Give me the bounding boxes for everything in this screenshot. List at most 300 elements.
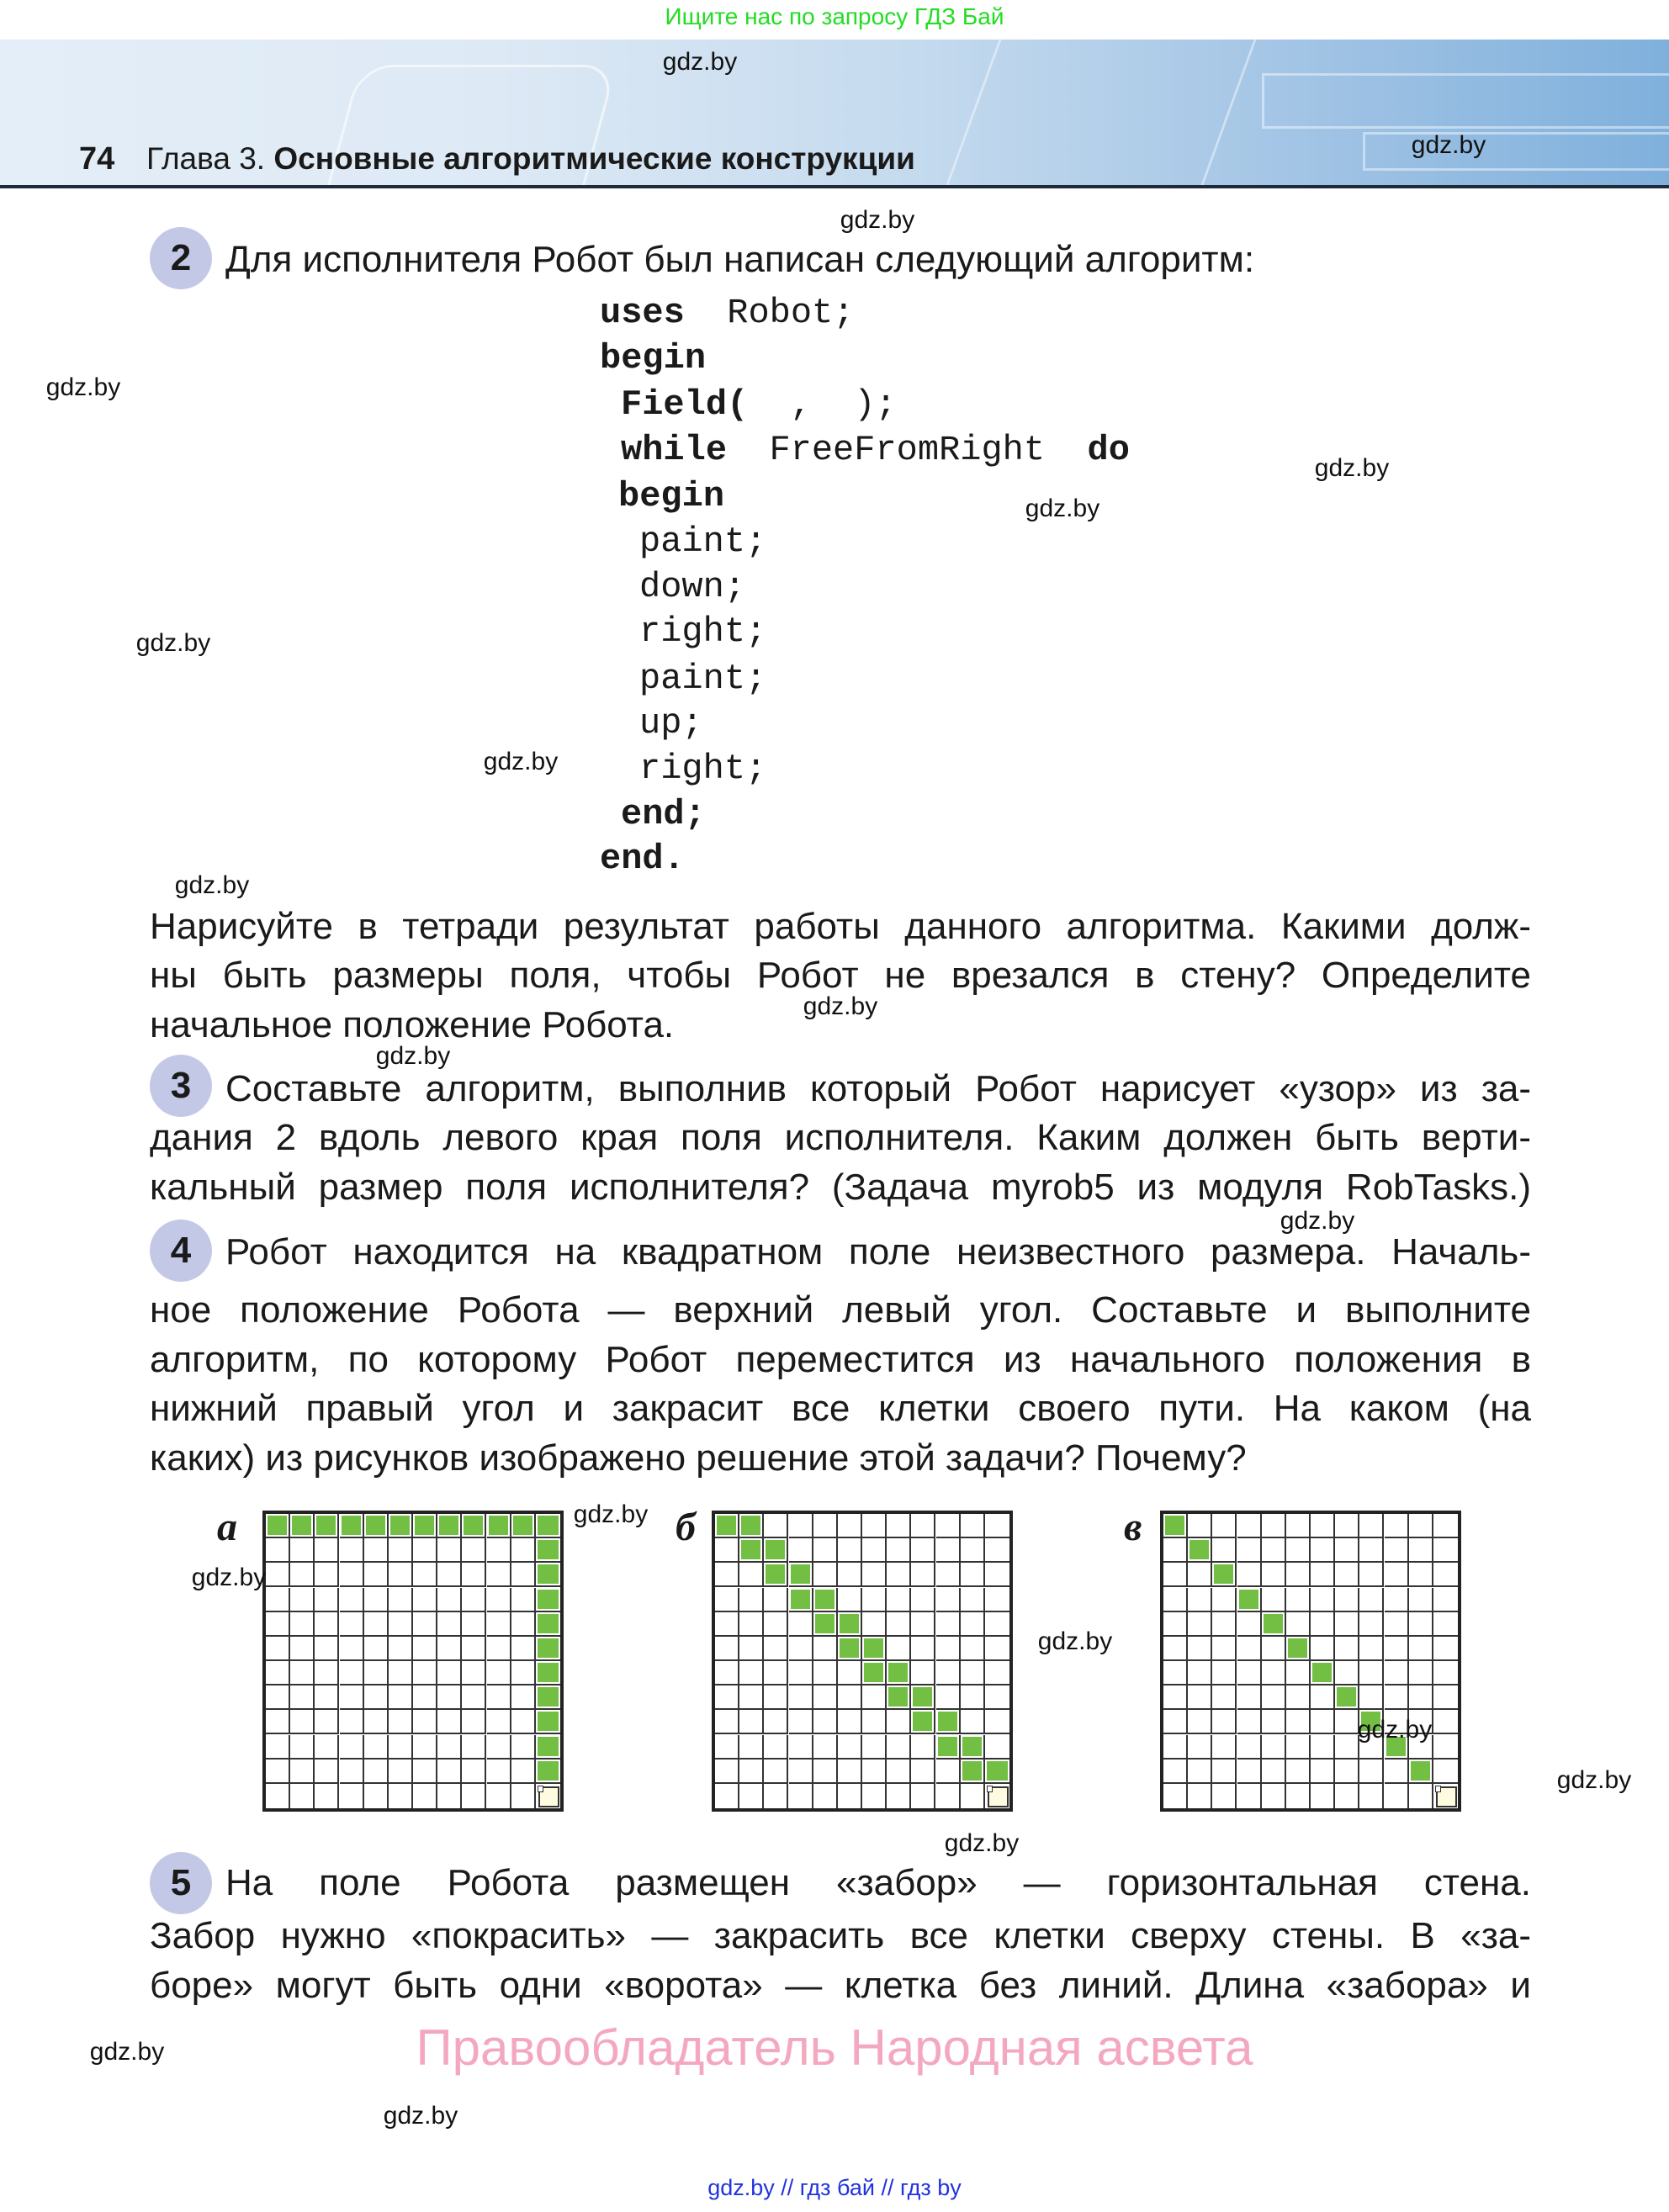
field-cell [764,1661,788,1685]
field-cell [1409,1637,1433,1661]
field-cell [813,1612,838,1637]
watermark: gdz.by [89,2038,165,2066]
code-keyword: end; [621,794,706,834]
field-cell [1335,1760,1359,1784]
field-cell [715,1514,739,1538]
watermark: gdz.by [1357,1716,1433,1744]
field-cell [487,1637,511,1661]
field-cell [511,1538,536,1563]
field-cell [487,1514,511,1538]
field-cell [511,1784,536,1808]
field-cell [487,1685,511,1710]
field-cell [290,1685,315,1710]
field-cell [936,1538,961,1563]
field-cell [462,1637,486,1661]
task5-text-line: На поле Робота размещен «забор» — горизонтальная стена. [225,1862,1531,1903]
field-cell [887,1685,911,1710]
field-cell [1286,1612,1311,1637]
field-cell [315,1685,339,1710]
field-cell [764,1760,788,1784]
code-keyword: begin [600,338,707,378]
field-cell [961,1588,985,1612]
field-cell [789,1637,813,1661]
field-cell [1335,1784,1359,1808]
field-cell [536,1588,560,1612]
field-cell [862,1760,887,1784]
code-keyword: do [1087,430,1130,470]
field-cell [838,1661,862,1685]
field-cell [266,1514,290,1538]
field-cell [739,1563,764,1587]
code-text: right; [639,611,767,652]
field-cell [813,1710,838,1734]
task4-text-line: ное положение Робота — верхний левый угол. Составьте и выполните [150,1289,1531,1331]
field-cell [389,1661,413,1685]
field-cell [838,1612,862,1637]
field-cell [789,1760,813,1784]
field-cell [764,1685,788,1710]
field-cell [1433,1735,1458,1760]
code-line [600,337,706,379]
robot-field-v [1160,1511,1461,1812]
watermark: gdz.by [45,373,121,401]
field-cell [1359,1588,1384,1612]
field-cell [911,1784,935,1808]
task2-text-line: ны быть размеры поля, чтобы Робот не врезался в стену? Определите [150,955,1531,996]
field-cell [1433,1784,1458,1808]
field-cell [315,1784,339,1808]
field-cell [487,1661,511,1685]
field-cell [340,1784,364,1808]
field-cell [364,1661,389,1685]
watermark: gdz.by [662,48,738,76]
field-cell [985,1685,1009,1710]
field-cell [340,1735,364,1760]
field-cell [1163,1784,1188,1808]
watermark: gdz.by [840,206,915,234]
field-cell [1212,1661,1237,1685]
watermark: gdz.by [483,748,559,775]
painted-cell [415,1516,434,1535]
field-cell [789,1685,813,1710]
field-cell [511,1588,536,1612]
painted-cell [538,1590,559,1609]
field-cell [764,1710,788,1734]
code-text: FreeFromRight [727,430,1088,470]
field-cell [911,1685,935,1710]
field-cell [887,1735,911,1760]
field-cell [1409,1514,1433,1538]
field-cell [1262,1735,1286,1760]
field-cell [266,1760,290,1784]
field-cell [1237,1784,1262,1808]
field-cell [1359,1784,1384,1808]
field-cell [364,1735,389,1760]
field-cell [1311,1685,1335,1710]
copyright-watermark: Правообладатель Народная асвета [416,2019,1253,2076]
field-cell [1262,1760,1286,1784]
field-cell [1311,1514,1335,1538]
field-cell [1311,1760,1335,1784]
task3-text-line: Составьте алгоритм, выполнив который Робот нарисует «узор» из за- [225,1068,1531,1109]
painted-cell [538,1564,559,1584]
painted-cell [766,1540,785,1559]
task3-text-line: кальный размер поля исполнителя? (Задача myrob5 из модуля RobTasks.) [150,1167,1531,1208]
watermark: gdz.by [944,1829,1020,1857]
watermark: gdz.by [135,629,211,657]
field-cell [838,1685,862,1710]
field-cell [413,1588,437,1612]
field-cell [536,1538,560,1563]
field-cell [1286,1538,1311,1563]
field-cell [315,1563,339,1587]
field-cell [1237,1685,1262,1710]
watermark: gdz.by [573,1500,649,1528]
field-cell [1385,1784,1409,1808]
field-cell [487,1784,511,1808]
field-cell [1385,1661,1409,1685]
field-cell [266,1588,290,1612]
field-cell [1385,1588,1409,1612]
field-cell [739,1784,764,1808]
painted-cell [815,1614,834,1633]
painted-cell [538,1663,559,1682]
field-cell [1212,1735,1237,1760]
field-cell [315,1710,339,1734]
field-cell [462,1563,486,1587]
watermark: gdz.by [191,1564,267,1591]
field-cell [1163,1661,1188,1685]
task4-text-line: каких) из рисунков изображено решение этой задачи? Почему? [150,1437,1247,1479]
field-cell [961,1685,985,1710]
field-cell [961,1514,985,1538]
field-cell [862,1563,887,1587]
field-cell [764,1538,788,1563]
field-cell [266,1661,290,1685]
field-cell [266,1735,290,1760]
field-cell [437,1784,462,1808]
field-cell [936,1637,961,1661]
watermark: gdz.by [1411,131,1486,159]
field-cell [936,1760,961,1784]
field-cell [887,1538,911,1563]
robot-icon [538,1786,559,1807]
field-cell [1212,1710,1237,1734]
field-cell [364,1784,389,1808]
field-cell [862,1514,887,1538]
painted-cell [538,1638,559,1658]
field-cell [1237,1514,1262,1538]
field-cell [739,1637,764,1661]
field-cell [887,1661,911,1685]
task4-text-line: алгоритм, по которому Робот переместится из начального положения в [150,1339,1531,1380]
field-cell [290,1710,315,1734]
field-cell [862,1735,887,1760]
task5-text-line: Забор нужно «покрасить» — закрасить все клетки сверху стены. В «за- [150,1915,1531,1956]
field-cell [1188,1760,1212,1784]
field-cell [961,1710,985,1734]
field-cell [389,1735,413,1760]
painted-cell [513,1516,532,1535]
figure-label-a: а [217,1505,237,1549]
field-cell [1409,1760,1433,1784]
field-cell [290,1735,315,1760]
painted-cell [888,1687,908,1707]
field-cell [1311,1563,1335,1587]
painted-cell [292,1516,311,1535]
painted-cell [840,1638,859,1658]
task4-text-line: Робот находится на квадратном поле неизвестного размера. Началь- [225,1231,1531,1273]
field-cell [1163,1735,1188,1760]
field-cell [290,1784,315,1808]
field-cell [462,1784,486,1808]
field-cell [437,1661,462,1685]
field-cell [911,1588,935,1612]
field-cell [389,1563,413,1587]
field-cell [862,1710,887,1734]
field-cell [1286,1661,1311,1685]
field-cell [437,1685,462,1710]
field-cell [462,1538,486,1563]
field-cell [536,1685,560,1710]
field-cell [511,1637,536,1661]
code-text: down; [639,567,746,607]
field-cell [1433,1637,1458,1661]
code-text: paint; [639,659,767,699]
field-cell [413,1685,437,1710]
field-cell [838,1538,862,1563]
field-cell [1212,1563,1237,1587]
field-cell [813,1588,838,1612]
task-number-badge: 2 [150,227,212,289]
painted-cell [538,1516,559,1535]
field-cell [715,1784,739,1808]
field-cell [739,1588,764,1612]
field-cell [437,1710,462,1734]
field-cell [862,1588,887,1612]
field-cell [1262,1538,1286,1563]
field-cell [887,1612,911,1637]
code-text: up; [639,703,703,744]
field-cell [985,1784,1009,1808]
field-cell [813,1637,838,1661]
field-cell [1433,1710,1458,1734]
field-cell [1433,1538,1458,1563]
field-cell [315,1588,339,1612]
field-cell [715,1637,739,1661]
field-cell [437,1735,462,1760]
field-cell [511,1760,536,1784]
field-cell [1409,1563,1433,1587]
field-cell [961,1760,985,1784]
watermark: gdz.by [383,2102,458,2130]
watermark: gdz.by [375,1042,451,1070]
field-cell [1286,1685,1311,1710]
field-cell [1163,1637,1188,1661]
painted-cell [791,1564,810,1584]
field-cell [315,1538,339,1563]
painted-cell [913,1687,932,1707]
field-cell [536,1563,560,1587]
field-cell [813,1784,838,1808]
field-cell [1311,1588,1335,1612]
painted-cell [717,1516,736,1535]
code-text: paint; [639,521,767,562]
field-cell [536,1710,560,1734]
field-cell [985,1735,1009,1760]
search-hint: Ищите нас по запросу ГДЗ Бай [665,3,1004,29]
painted-cell [938,1737,957,1756]
code-line [621,384,897,426]
task2-intro: Для исполнителя Робот был написан следующий алгоритм: [225,239,1255,280]
field-cell [764,1563,788,1587]
field-cell [266,1685,290,1710]
field-cell [1212,1612,1237,1637]
field-cell [985,1637,1009,1661]
field-cell [511,1710,536,1734]
field-cell [266,1612,290,1637]
field-cell [1212,1760,1237,1784]
field-cell [413,1710,437,1734]
field-cell [413,1735,437,1760]
field-cell [1212,1685,1237,1710]
code-line [618,475,724,517]
field-cell [340,1637,364,1661]
robot-field-b [712,1511,1013,1812]
code-text: , ); [748,384,897,425]
field-cell [1163,1685,1188,1710]
field-cell [437,1637,462,1661]
field-cell [413,1637,437,1661]
page-number: 74 [79,141,115,177]
field-cell [1212,1784,1237,1808]
field-cell [764,1588,788,1612]
field-cell [936,1710,961,1734]
field-cell [789,1563,813,1587]
field-cell [739,1685,764,1710]
field-cell [315,1735,339,1760]
field-cell [715,1710,739,1734]
task3-text-line: дания 2 вдоль левого края поля исполнителя. Каким должен быть верти- [150,1117,1531,1158]
field-cell [1433,1612,1458,1637]
field-cell [838,1735,862,1760]
field-cell [511,1514,536,1538]
field-cell [961,1784,985,1808]
field-cell [389,1637,413,1661]
field-cell [936,1784,961,1808]
painted-cell [815,1590,834,1609]
field-cell [764,1735,788,1760]
field-cell [1262,1588,1286,1612]
code-keyword: end. [600,839,685,879]
field-cell [1359,1685,1384,1710]
field-cell [961,1637,985,1661]
painted-cell [864,1638,883,1658]
field-cell [715,1661,739,1685]
field-cell [985,1760,1009,1784]
field-cell [887,1563,911,1587]
figure-label-b: б [676,1505,696,1549]
field-cell [1262,1685,1286,1710]
painted-cell [316,1516,336,1535]
watermark: gdz.by [1280,1207,1355,1235]
field-cell [1237,1563,1262,1587]
field-cell [487,1538,511,1563]
field-cell [887,1637,911,1661]
painted-cell [464,1516,483,1535]
task-number-badge: 3 [150,1055,212,1117]
field-cell [1311,1710,1335,1734]
field-cell [536,1735,560,1760]
field-cell [715,1735,739,1760]
code-keyword: while [621,430,728,470]
field-cell [290,1760,315,1784]
field-cell [1359,1637,1384,1661]
field-cell [936,1612,961,1637]
field-cell [1237,1538,1262,1563]
field-cell [1262,1563,1286,1587]
field-cell [1385,1637,1409,1661]
field-cell [1385,1612,1409,1637]
field-cell [936,1735,961,1760]
field-cell [364,1538,389,1563]
code-keyword: begin [618,476,725,516]
field-cell [389,1538,413,1563]
painted-cell [538,1737,559,1756]
field-cell [1286,1710,1311,1734]
painted-cell [538,1761,559,1781]
field-cell [1359,1514,1384,1538]
footer-links[interactable]: gdz.by // гдз бай // гдз by [707,2175,962,2200]
field-cell [413,1538,437,1563]
field-cell [1335,1637,1359,1661]
field-cell [1335,1563,1359,1587]
field-cell [887,1760,911,1784]
field-cell [1188,1710,1212,1734]
field-cell [1385,1685,1409,1710]
field-cell [911,1735,935,1760]
field-cell [813,1685,838,1710]
field-cell [315,1514,339,1538]
field-cell [290,1661,315,1685]
task2-text-line: начальное положение Робота. [150,1004,675,1045]
field-cell [1385,1538,1409,1563]
field-cell [1385,1563,1409,1587]
field-cell [413,1514,437,1538]
field-cell [862,1538,887,1563]
robot-icon [1436,1786,1457,1807]
field-cell [1335,1661,1359,1685]
field-cell [911,1563,935,1587]
field-cell [1311,1637,1335,1661]
field-cell [266,1710,290,1734]
field-cell [487,1760,511,1784]
painted-cell [1165,1516,1184,1535]
field-cell [985,1514,1009,1538]
field-cell [266,1563,290,1587]
field-cell [862,1612,887,1637]
field-cell [1212,1588,1237,1612]
field-cell [511,1563,536,1587]
field-cell [838,1760,862,1784]
painted-cell [766,1564,785,1584]
field-cell [1286,1735,1311,1760]
chapter-heading [146,141,915,177]
field-cell [389,1685,413,1710]
task-number-badge: 4 [150,1220,212,1282]
field-cell [985,1538,1009,1563]
field-cell [487,1710,511,1734]
